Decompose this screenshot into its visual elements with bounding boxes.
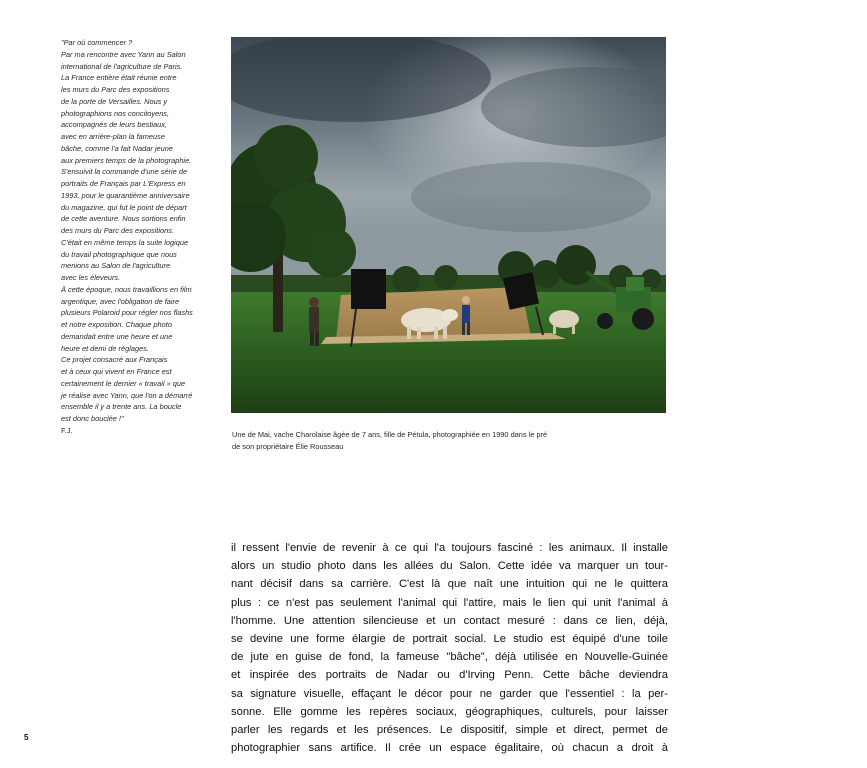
body-line: sonne. Elle gomme les repères sociaux, géographiques, culturels, pour laisser — [231, 705, 668, 718]
quote-line: avec les éleveurs. — [61, 273, 121, 282]
quote-line: des murs du Parc des expositions. — [61, 226, 174, 235]
quote-line: ensemble il y a trente ans. La boucle — [61, 402, 182, 412]
body-line: il ressent l'envie de revenir à ce qui l'a toujours fasciné : les animaux. Il installe — [231, 542, 668, 554]
quote-line: demandait entre une heure et une — [61, 331, 173, 341]
body-line: nant décisif dans sa carrière. C'est là que naît une intuition qui ne le quittera — [231, 578, 668, 591]
quote-line: S'ensuivit la commande d'une série de — [61, 167, 188, 177]
quote-line: Par ma rencontre avec Yann au Salon — [61, 49, 186, 59]
photograph — [231, 37, 666, 413]
quote-line: du magazine, qui fut le point de départ — [61, 202, 187, 212]
quote-line: et notre exposition. Chaque photo — [61, 320, 172, 329]
quote-line: plusieurs Polaroid pour régler nos flashs — [61, 308, 193, 318]
body-line: se devine une forme élargie de portrait social. Le studio est équipé d'une toile — [231, 633, 668, 646]
body-line: parler les regards et les présences. Le dispositif, simple et direct, permet de — [231, 724, 668, 737]
quote-line: certainement le dernier « travail » que — [61, 378, 186, 388]
body-line: de jute en guise de fond, la fameuse "bâche", déjà utilisée en Nouvelle-Guinée — [231, 651, 668, 664]
quote-signature: F.J. — [61, 425, 73, 435]
caption-line: Une de Mai, vache Charolaise âgée de 7 ans, fille de Pétula, photographiée en 1990 dans le pré — [232, 430, 548, 439]
quote-line: avec en arrière-plan la fameuse — [61, 132, 165, 141]
body-line: photographier sans artifice. Il crée un espace égalitaire, où chacun a droit à — [231, 742, 668, 755]
quote-line: bâche, comme l'a fait Nadar jeune — [61, 143, 173, 153]
quote-line: de cette aventure. Nous sortions enfin — [61, 214, 186, 224]
photo-caption — [232, 429, 672, 453]
quote-line: de la porte de Versailles. Nous y — [61, 96, 168, 106]
quote-line: je réalise avec Yann, que l'on a démarré — [61, 390, 193, 400]
quote-line: "Par où commencer ? — [61, 38, 133, 47]
body-paragraph — [231, 539, 668, 757]
quote-line: C'était en même temps la suite logique — [61, 237, 189, 247]
quote-line: argentique, avec l'obligation de faire — [61, 296, 180, 306]
body-line: l'homme. Une attention silencieuse et un contact mesuré : dans ce lien, déjà, — [231, 614, 668, 627]
sidebar-quote — [61, 37, 211, 437]
page-number: 5 — [24, 733, 29, 742]
quote-line: aux premiers temps de la photographie. — [61, 155, 192, 165]
quote-line: et à ceux qui vivent en France est — [61, 367, 172, 376]
body-line: sa signature visuelle, effaçant le décor pour ne garder que l'essentiel : la per- — [231, 687, 668, 700]
quote-line: 1993, pour le quarantième anniversaire — [61, 190, 190, 200]
quote-line: du travail photographique que nous — [61, 249, 177, 259]
quote-line: Ce projet consacré aux Français — [61, 355, 168, 365]
quote-line: les murs du Parc des expositions — [61, 85, 170, 94]
body-line: et inspirée des portraits de Nadar ou d'Irving Penn. Cette bâche deviendra — [231, 669, 668, 682]
quote-line: international de l'agriculture de Paris. — [61, 61, 183, 71]
quote-line: est donc bouclée !" — [61, 414, 124, 423]
quote-line: accompagnés de leurs bestiaux, — [61, 120, 167, 130]
body-line: alors un studio photo dans les allées du Salon. Cette idée va marquer un tour- — [231, 560, 668, 573]
quote-line: À cette époque, nous travaillions en film — [61, 284, 192, 294]
body-line: plus : ce n'est pas seulement l'animal qui l'attire, mais le lien qui unit l'animal à — [231, 596, 668, 609]
quote-line: heure et demi de réglages. — [61, 343, 149, 353]
quote-line: photographions nos concitoyens, — [61, 108, 170, 118]
quote-line: portraits de Français par L'Express en — [61, 179, 186, 188]
person-walking — [309, 297, 319, 346]
quote-line: menions au Salon de l'agriculture — [61, 261, 171, 271]
caption-line: de son propriétaire Élie Rousseau — [232, 442, 344, 451]
quote-line: La France entière était réunie entre — [61, 73, 177, 83]
